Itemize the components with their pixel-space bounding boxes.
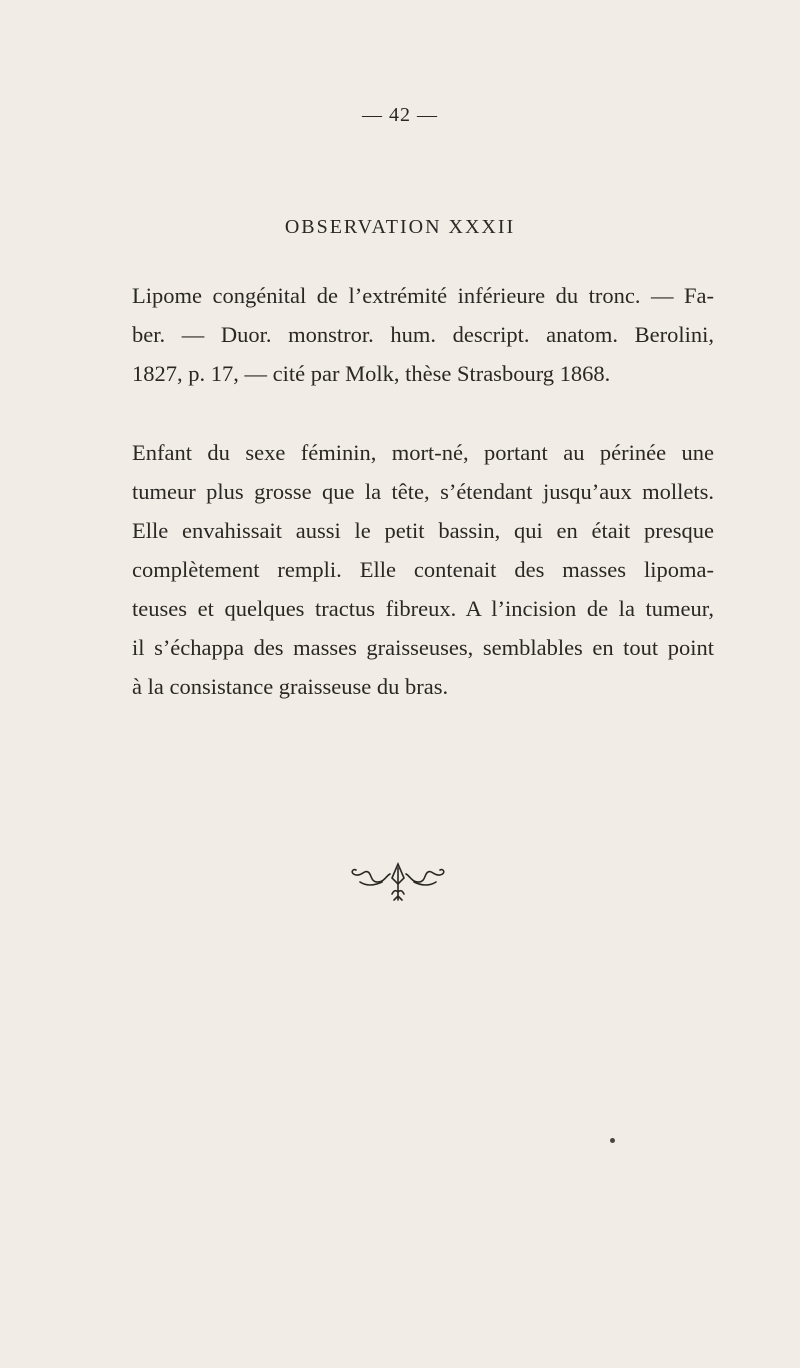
- page-number: — 42 —: [362, 104, 438, 126]
- paragraph-line: teuses et quelques tractus fibreux. A l’incision de la tumeur,: [132, 596, 714, 621]
- observation-heading: OBSERVATION XXXII: [284, 216, 516, 238]
- paragraph-line: tumeur plus grosse que la tête, s’étendant jusqu’aux mollets.: [132, 479, 714, 504]
- reference-line: ber. — Duor. monstror. hum. descript. anatom. Berolini,: [132, 322, 714, 347]
- observation-paragraph: [132, 433, 714, 706]
- paragraph-line: il s’échappa des masses graisseuses, semblables en tout point: [132, 635, 714, 660]
- bibliographic-reference: [132, 276, 714, 393]
- fleuron-ornament-icon: [348, 860, 448, 904]
- paragraph-line: Elle envahissait aussi le petit bassin, qui en était presque: [132, 518, 714, 543]
- reference-line: Lipome congénital de l’extrémité inférieure du tronc. — Fa-: [132, 283, 714, 308]
- paragraph-line: Enfant du sexe féminin, mort-né, portant au périnée une: [132, 440, 714, 465]
- ink-speck: [610, 1138, 615, 1143]
- paragraph-line: complètement rempli. Elle contenait des masses lipoma-: [132, 557, 714, 582]
- paragraph-line: à la consistance graisseuse du bras.: [132, 674, 449, 699]
- reference-line: 1827, p. 17, — cité par Molk, thèse Strasbourg 1868.: [132, 361, 611, 386]
